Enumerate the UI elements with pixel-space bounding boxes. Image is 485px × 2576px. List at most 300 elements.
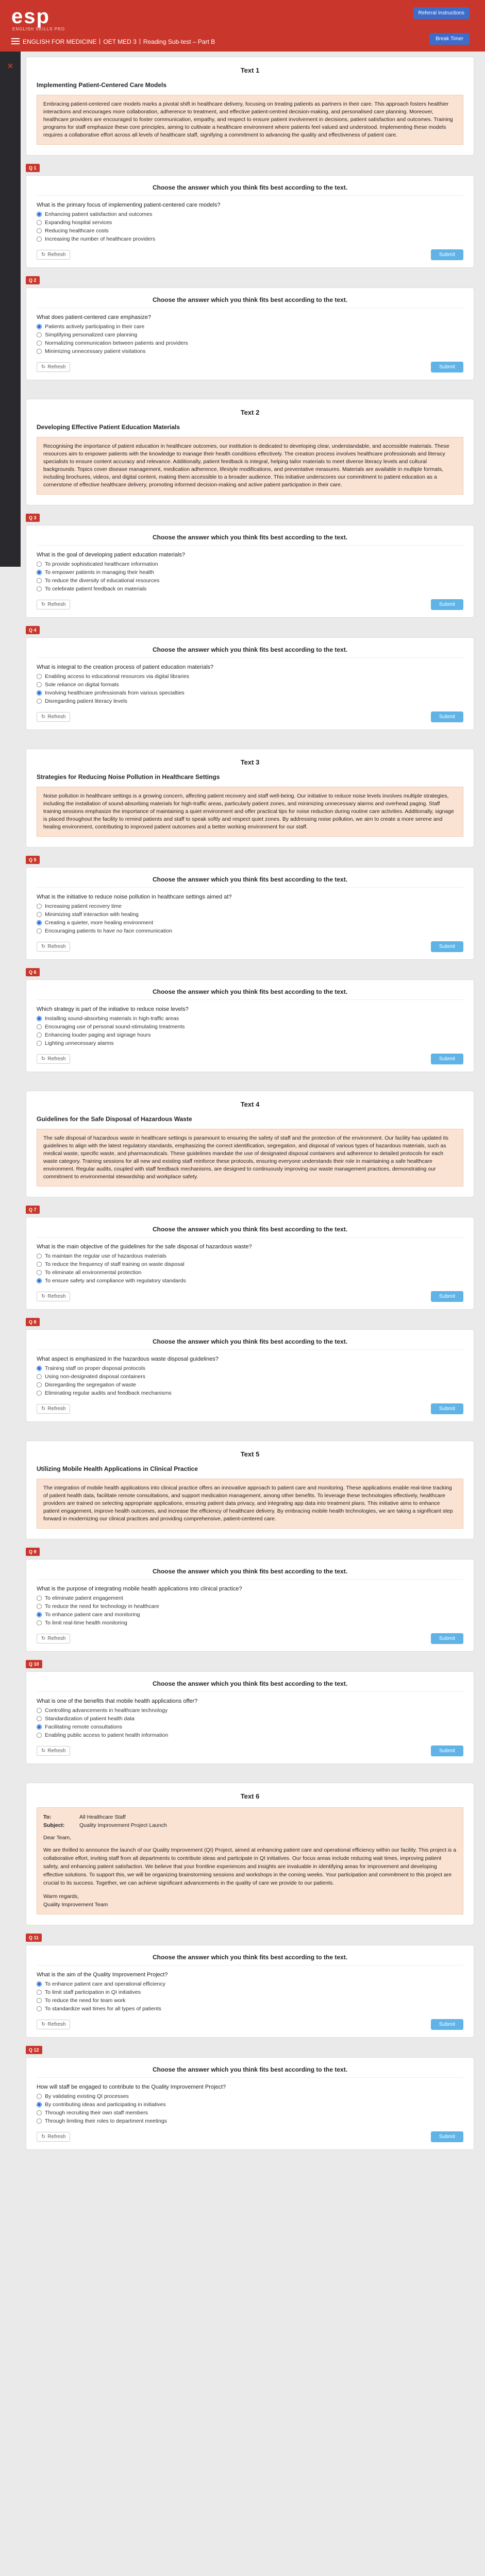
text-block — [26, 1783, 474, 2150]
refresh-icon: ↻ — [41, 1294, 46, 1299]
text-title: Text 1 — [240, 66, 260, 74]
answer-option-label: To enhance patient care and operational efficiency — [45, 1981, 165, 1987]
answer-option[interactable] — [37, 673, 463, 680]
text-title: Text 2 — [240, 409, 260, 416]
radio-button[interactable] — [37, 1733, 42, 1738]
email-to-label: To: — [43, 1814, 52, 1820]
logo[interactable]: esp — [11, 5, 50, 28]
answer-option[interactable] — [37, 1040, 463, 1046]
refresh-button[interactable] — [37, 362, 70, 372]
question-instruction: Choose the answer which you think fits best according to the text. — [37, 988, 463, 1000]
answer-option-label: Disregarding patient literacy levels — [45, 698, 127, 704]
refresh-label: Refresh — [47, 944, 66, 950]
answer-option-label: To eliminate patient engagement — [45, 1595, 123, 1601]
email-sender: Quality Improvement Team — [43, 1902, 108, 1908]
submit-button[interactable]: Submit — [431, 1403, 463, 1414]
answer-option[interactable] — [37, 1374, 463, 1380]
question-footer — [37, 711, 463, 722]
answer-option[interactable] — [37, 348, 463, 354]
question-card — [26, 867, 474, 960]
answer-option[interactable] — [37, 920, 463, 926]
answer-option[interactable] — [37, 1032, 463, 1038]
radio-button[interactable] — [37, 920, 42, 925]
refresh-button[interactable] — [37, 1404, 70, 1414]
answer-option-label: Minimizing staff interaction with healing — [45, 911, 139, 918]
radio-button[interactable] — [37, 682, 42, 687]
radio-button[interactable] — [37, 1716, 42, 1721]
refresh-icon: ↻ — [41, 944, 46, 950]
refresh-button[interactable] — [37, 712, 70, 722]
answer-option[interactable] — [37, 1382, 463, 1388]
question-footer — [37, 362, 463, 372]
question-card — [26, 1217, 474, 1310]
question-stem: What does patient-centered care emphasize? — [37, 314, 151, 320]
answer-option-label: Creating a quieter, more healing environment — [45, 920, 154, 926]
answer-option[interactable] — [37, 690, 463, 696]
question-instruction: Choose the answer which you think fits best according to the text. — [37, 1680, 463, 1692]
answer-option[interactable] — [37, 561, 463, 567]
radio-button[interactable] — [37, 1374, 42, 1379]
refresh-icon: ↻ — [41, 2022, 46, 2027]
question-instruction: Choose the answer which you think fits best according to the text. — [37, 876, 463, 888]
answer-option[interactable] — [37, 1620, 463, 1626]
answer-option-label: By validating existing QI processes — [45, 2093, 129, 2099]
refresh-icon: ↻ — [41, 1748, 46, 1754]
text-title: Text 5 — [240, 1450, 260, 1458]
answer-option-label: To maintain the regular use of hazardous materials — [45, 1253, 166, 1259]
answer-option-label: Minimizing unnecessary patient visitations — [45, 348, 146, 354]
side-rail — [0, 52, 21, 567]
question-number: Q 8 — [26, 1318, 40, 1326]
answer-option[interactable] — [37, 228, 463, 234]
radio-button[interactable] — [37, 674, 42, 679]
submit-button[interactable]: Submit — [431, 2131, 463, 2142]
text-card — [26, 1440, 474, 1539]
answer-option[interactable] — [37, 1595, 463, 1601]
question-stem: What is the initiative to reduce noise pollution in healthcare settings aimed at? — [37, 894, 232, 900]
question-card — [26, 979, 474, 1072]
top-bar — [0, 0, 485, 52]
answer-option-label: Expanding hospital services — [45, 219, 112, 226]
text-card — [26, 57, 474, 156]
answer-option-label: Controlling advancements in healthcare technology — [45, 1707, 168, 1714]
question-stem: What is the primary focus of implementing patient-centered care models? — [37, 202, 221, 208]
question-number: Q 4 — [26, 626, 40, 634]
submit-button[interactable]: Submit — [431, 1291, 463, 1302]
answer-option[interactable] — [37, 698, 463, 704]
email-signoff: Warm regards, — [43, 1893, 79, 1900]
answer-option-label: Standardization of patient health data — [45, 1716, 135, 1722]
radio-button[interactable] — [37, 1391, 42, 1396]
question-footer — [37, 599, 463, 610]
refresh-icon: ↻ — [41, 252, 46, 258]
answer-option[interactable] — [37, 1716, 463, 1722]
email-to-value: All Healthcare Staff — [79, 1814, 126, 1820]
refresh-label: Refresh — [47, 1056, 66, 1062]
submit-button[interactable]: Submit — [431, 1633, 463, 1644]
answer-option-label: To ensure safety and compliance with regulatory standards — [45, 1278, 186, 1284]
question-card — [26, 1671, 474, 1764]
radio-button[interactable] — [37, 2119, 42, 2124]
menu-icon[interactable] — [11, 38, 20, 44]
answer-option[interactable] — [37, 2093, 463, 2099]
question-card — [26, 175, 474, 268]
refresh-icon: ↻ — [41, 1056, 46, 1062]
question-instruction: Choose the answer which you think fits best according to the text. — [37, 1226, 463, 1238]
radio-button[interactable] — [37, 341, 42, 346]
refresh-button[interactable] — [37, 1054, 70, 1064]
answer-option-label: To limit staff participation in QI initiatives — [45, 1989, 141, 1995]
logo-tagline: ENGLISH SKILLS PRO — [12, 27, 65, 31]
answer-option-label: To provide sophisticated healthcare information — [45, 561, 158, 567]
refresh-icon: ↻ — [41, 2134, 46, 2140]
refresh-button[interactable] — [37, 250, 70, 260]
refresh-button[interactable] — [37, 1634, 70, 1643]
radio-button[interactable] — [37, 1708, 42, 1713]
answer-option[interactable] — [37, 569, 463, 575]
question-number: Q 7 — [26, 1206, 40, 1214]
radio-button[interactable] — [37, 904, 42, 909]
radio-button[interactable] — [37, 2006, 42, 2011]
answer-option-label: Involving healthcare professionals from various specialties — [45, 690, 185, 696]
question-stem: What aspect is emphasized in the hazardous waste disposal guidelines? — [37, 1356, 219, 1362]
close-icon[interactable]: ✕ — [7, 62, 13, 70]
radio-button[interactable] — [37, 562, 42, 567]
radio-button[interactable] — [37, 1612, 42, 1617]
email-passage — [37, 1807, 463, 1914]
question-instruction: Choose the answer which you think fits best according to the text. — [37, 2066, 463, 2078]
answer-option-label: To empower patients in managing their health — [45, 569, 154, 575]
refresh-label: Refresh — [47, 1748, 66, 1754]
refresh-label: Refresh — [47, 2022, 66, 2027]
answer-option[interactable] — [37, 236, 463, 242]
answer-option[interactable] — [37, 1603, 463, 1609]
question-card — [26, 637, 474, 730]
radio-button[interactable] — [37, 1366, 42, 1371]
question-card — [26, 1329, 474, 1422]
question-footer — [37, 1633, 463, 1644]
radio-button[interactable] — [37, 1990, 42, 1995]
radio-button[interactable] — [37, 1596, 42, 1601]
question-footer — [37, 1403, 463, 1414]
answer-option-label: Reducing healthcare costs — [45, 228, 109, 234]
answer-option[interactable] — [37, 2006, 463, 2012]
question-card — [26, 287, 474, 380]
answer-option-label: Encouraging patients to have no face communication — [45, 928, 172, 934]
submit-button[interactable]: Submit — [431, 941, 463, 952]
answer-option[interactable] — [37, 1269, 463, 1276]
text-topic: Utilizing Mobile Health Applications in Clinical Practice — [37, 1465, 198, 1472]
text-topic: Developing Effective Patient Education Materials — [37, 423, 180, 431]
breadcrumb — [23, 38, 215, 45]
question-stem: Which strategy is part of the initiative to reduce noise levels? — [37, 1006, 189, 1012]
refresh-button[interactable] — [37, 2020, 70, 2029]
radio-button[interactable] — [37, 332, 42, 337]
answer-option-label: Lighting unnecessary alarms — [45, 1040, 114, 1046]
answer-option-label: Installing sound-absorbing materials in high-traffic areas — [45, 1015, 179, 1022]
refresh-label: Refresh — [47, 364, 66, 370]
text-card — [26, 749, 474, 848]
break-timer-button[interactable]: Break Timer — [429, 33, 470, 45]
radio-button[interactable] — [37, 1024, 42, 1029]
email-body: We are thrilled to announce the launch of our Quality Improvement (QI) Project, aimed at enhancing patient care and operational efficiency within our facility. This project is a collaborative effort, inviting staff from all departments to contribute ideas and participate in QI initiatives. Our focus areas include reducing wait times, improving patient safety, and enhancing patient satisfaction. We believe that your frontline experiences and insights are invaluable in identifying areas for improvement and developing effective solutions. To support this, we will be organizing brainstorming sessions and workshops in the coming weeks. Your participation and commitment to this project are crucial to its success. Together, we can achieve significant advancements in the quality of care we provide to our patients. — [43, 1847, 457, 1886]
refresh-icon: ↻ — [41, 1406, 46, 1412]
email-subject — [43, 1821, 457, 1829]
refresh-button[interactable] — [37, 1746, 70, 1756]
answer-option-label: Enhancing patient satisfaction and outcomes — [45, 211, 153, 217]
answer-option[interactable] — [37, 911, 463, 918]
text-topic: Implementing Patient-Centered Care Models — [37, 81, 167, 89]
breadcrumb-test[interactable]: OET MED 3 — [103, 38, 137, 45]
answer-option[interactable] — [37, 332, 463, 338]
radio-button[interactable] — [37, 212, 42, 217]
radio-button[interactable] — [37, 1981, 42, 1987]
refresh-label: Refresh — [47, 1406, 66, 1412]
refresh-button[interactable] — [37, 1292, 70, 1301]
text-passage: Noise pollution in healthcare settings is a growing concern, affecting patient recovery and staff well-being. Our initiative to reduce noise levels involves multiple strategies, including the installation of sound-absorbing materials for high-traffic areas, particularly patient zones, and minimizing unnecessary alarms and overhead paging. Staff training sessions emphasize the importance of maintaining a quiet environment and offer practical tips for noise reduction during routine care activities. Additionally, signage is placed throughout the facility to remind patients and staff to speak softly and respect quiet zones. By addressing noise pollution, we aim to create a more serene and healing environment, contributing to improved patient outcomes and a better working environment for our staff. — [37, 787, 463, 837]
radio-button[interactable] — [37, 1253, 42, 1259]
question-number: Q 12 — [26, 2046, 42, 2054]
text-block — [26, 57, 474, 380]
answer-option[interactable] — [37, 1015, 463, 1022]
refresh-button[interactable] — [37, 2132, 70, 2142]
radio-button[interactable] — [37, 2110, 42, 2115]
question-instruction: Choose the answer which you think fits best according to the text. — [37, 1338, 463, 1350]
answer-option[interactable] — [37, 1707, 463, 1714]
answer-option-label: Using non-designated disposal containers — [45, 1374, 145, 1380]
answer-option[interactable] — [37, 903, 463, 909]
submit-button[interactable]: Submit — [431, 1745, 463, 1756]
text-card — [26, 1091, 474, 1197]
question-footer — [37, 941, 463, 952]
radio-button[interactable] — [37, 570, 42, 575]
answer-option[interactable] — [37, 1732, 463, 1738]
answer-option-label: Increasing the number of healthcare providers — [45, 236, 156, 242]
radio-button[interactable] — [37, 1620, 42, 1625]
radio-button[interactable] — [37, 1032, 42, 1038]
question-instruction: Choose the answer which you think fits best according to the text. — [37, 1568, 463, 1580]
question-stem: How will staff be engaged to contribute to the Quality Improvement Project? — [37, 2084, 226, 2090]
breadcrumb-course[interactable]: ENGLISH FOR MEDICINE — [23, 38, 97, 45]
question-stem: What is the aim of the Quality Improvement Project? — [37, 1972, 168, 1978]
question-stem: What is integral to the creation process of patient education materials? — [37, 664, 214, 670]
answer-option[interactable] — [37, 1612, 463, 1618]
refresh-icon: ↻ — [41, 714, 46, 720]
radio-button[interactable] — [37, 586, 42, 591]
radio-button[interactable] — [37, 228, 42, 233]
submit-button[interactable]: Submit — [431, 599, 463, 610]
question-stem: What is the goal of developing patient education materials? — [37, 552, 186, 558]
radio-button[interactable] — [37, 1382, 42, 1387]
answer-option-label: To limit real-time health monitoring — [45, 1620, 127, 1626]
text-topic: Guidelines for the Safe Disposal of Hazardous Waste — [37, 1115, 192, 1123]
radio-button[interactable] — [37, 1016, 42, 1021]
answer-option[interactable] — [37, 1989, 463, 1995]
question-stem: What is the purpose of integrating mobile health applications into clinical practice? — [37, 1586, 242, 1592]
question-number: Q 5 — [26, 856, 40, 864]
answer-option[interactable] — [37, 1365, 463, 1371]
answer-option[interactable] — [37, 1278, 463, 1284]
referral-instructions-button[interactable]: Referral Instructions — [413, 7, 470, 19]
answer-option-label: To reduce the diversity of educational resources — [45, 578, 160, 584]
text-passage: Embracing patient-centered care models marks a pivotal shift in healthcare delivery, focusing on treating patients as partners in their care. This approach fosters healthier interactions and encourages more collaboration, adherence to treatment, and effective patient-centred decision-making, and personalised care planning. Moreover, healthcare providers are encouraged to foster communication, empathy, and respect to ensure patient involvement in decisions, patient satisfaction and outcomes. Training programs for staff emphasize these core principles, aiming to cultivate a healthcare environment where patients feel valued and understood. Implementing these models requires a collaborative effort across all levels of healthcare staff, signifying a commitment to advancing the quality and effectiveness of patient care. — [37, 95, 463, 145]
radio-button[interactable] — [37, 1041, 42, 1046]
question-footer — [37, 1745, 463, 1756]
radio-button[interactable] — [37, 690, 42, 696]
answer-option[interactable] — [37, 324, 463, 330]
radio-button[interactable] — [37, 1604, 42, 1609]
answer-option[interactable] — [37, 586, 463, 592]
answer-option[interactable] — [37, 928, 463, 934]
radio-button[interactable] — [37, 699, 42, 704]
answer-option[interactable] — [37, 1981, 463, 1987]
answer-option-label: Training staff on proper disposal protocols — [45, 1365, 145, 1371]
question-number: Q 9 — [26, 1548, 40, 1556]
text-passage: The safe disposal of hazardous waste in healthcare settings is paramount to ensuring the safety of staff and the protection of the environment. Our facility has updated its guidelines to align with the latest regulatory standards, emphasizing the correct identification, segregation, and disposal of various types of hazardous materials, such as medical waste, specific waste, and pharmaceuticals. These guidelines mandate the use of designated disposal containers and adherence to detailed protocols for each waste category. Training sessions for all new and existing staff reinforce these protocols, ensuring everyone understands their role in maintaining a safe healthcare environment. Regular audits, coupled with staff feedback mechanisms, are designed to continuously improving our waste management practices, demonstrating our commitment to environmental stewardship and workplace safety. — [37, 1129, 463, 1187]
radio-button[interactable] — [37, 2094, 42, 2099]
answer-option[interactable] — [37, 1997, 463, 2004]
answer-option-label: Enabling public access to patient health information — [45, 1732, 169, 1738]
text-topic: Strategies for Reducing Noise Pollution in Healthcare Settings — [37, 773, 220, 781]
answer-option-label: Eliminating regular audits and feedback mechanisms — [45, 1390, 172, 1396]
radio-button[interactable] — [37, 2102, 42, 2107]
email-subject-label: Subject: — [43, 1822, 65, 1828]
refresh-button[interactable] — [37, 942, 70, 952]
question-number: Q 10 — [26, 1660, 42, 1668]
question-stem: What is the main objective of the guidelines for the safe disposal of hazardous waste? — [37, 1244, 252, 1250]
answer-option-label: Through limiting their roles to department meetings — [45, 2118, 167, 2124]
answer-option-label: Simplifying personalized care planning — [45, 332, 138, 338]
answer-option-label: Facilitating remote consultations — [45, 1724, 122, 1730]
question-footer — [37, 1291, 463, 1302]
answer-option-label: Encouraging use of personal sound-stimulating treatments — [45, 1024, 185, 1030]
text-card — [26, 399, 474, 505]
radio-button[interactable] — [37, 349, 42, 354]
question-footer — [37, 2019, 463, 2030]
question-card — [26, 2057, 474, 2150]
refresh-icon: ↻ — [41, 1636, 46, 1641]
answer-option-label: To celebrate patient feedback on materials — [45, 586, 147, 592]
text-title: Text 4 — [240, 1100, 260, 1108]
answer-option-label: Through recruiting their own staff members — [45, 2110, 148, 2116]
radio-button[interactable] — [37, 1270, 42, 1275]
answer-option[interactable] — [37, 1261, 463, 1267]
answer-option[interactable] — [37, 340, 463, 346]
question-instruction: Choose the answer which you think fits best according to the text. — [37, 1954, 463, 1965]
text-card — [26, 1783, 474, 1925]
question-number: Q 11 — [26, 1934, 42, 1942]
text-block — [26, 749, 474, 1072]
question-number: Q 3 — [26, 514, 40, 522]
submit-button[interactable]: Submit — [431, 249, 463, 260]
text-title: Text 3 — [240, 758, 260, 766]
answer-option-label: By contributing ideas and participating in initiatives — [45, 2102, 166, 2108]
submit-button[interactable]: Submit — [431, 2019, 463, 2030]
answer-option[interactable] — [37, 1390, 463, 1396]
radio-button[interactable] — [37, 220, 42, 225]
answer-option[interactable] — [37, 682, 463, 688]
text-passage: The integration of mobile health applications into clinical practice offers an innovative approach to patient care and monitoring. These applications enable real-time tracking of patient health data, facilitate remote consultations, and support medication management, among other benefits. To leverage these technologies effectively, healthcare providers are trained on selecting appropriate applications, ensuring patient data privacy, and integrating app data into treatment plans. This initiative aims to enhance patient engagement, improve health outcomes, and increase the efficiency of healthcare delivery. By embracing mobile health technologies, we are taking a significant step forward in modernizing our clinical practices and providing comprehensive, patient-centered care. — [37, 1479, 463, 1529]
answer-option-label: Enhancing louder paging and signage hours — [45, 1032, 151, 1038]
answer-option[interactable] — [37, 219, 463, 226]
reading-content — [26, 57, 474, 2168]
answer-option-label: Normalizing communication between patients and providers — [45, 340, 188, 346]
radio-button[interactable] — [37, 912, 42, 917]
refresh-icon: ↻ — [41, 364, 46, 370]
email-subject-value: Quality Improvement Project Launch — [79, 1822, 167, 1828]
question-instruction: Choose the answer which you think fits best according to the text. — [37, 296, 463, 308]
question-stem: What is one of the benefits that mobile health applications offer? — [37, 1698, 198, 1704]
answer-option[interactable] — [37, 1724, 463, 1730]
answer-option-label: Enabling access to educational resources via digital libraries — [45, 673, 190, 680]
question-instruction: Choose the answer which you think fits best according to the text. — [37, 184, 463, 196]
text-block — [26, 1091, 474, 1422]
refresh-label: Refresh — [47, 1294, 66, 1299]
answer-option[interactable] — [37, 2102, 463, 2108]
submit-button[interactable]: Submit — [431, 362, 463, 372]
answer-option-label: Disregarding the segregation of waste — [45, 1382, 136, 1388]
question-card — [26, 1945, 474, 2038]
question-instruction: Choose the answer which you think fits best according to the text. — [37, 534, 463, 546]
answer-option[interactable] — [37, 1024, 463, 1030]
text-block — [26, 399, 474, 730]
radio-button[interactable] — [37, 578, 42, 583]
email-to — [43, 1813, 457, 1821]
answer-option-label: Increasing patient recovery time — [45, 903, 122, 909]
radio-button[interactable] — [37, 236, 42, 242]
answer-option-label: To enhance patient care and monitoring — [45, 1612, 140, 1618]
radio-button[interactable] — [37, 324, 42, 329]
radio-button[interactable] — [37, 928, 42, 934]
answer-option[interactable] — [37, 2118, 463, 2124]
refresh-label: Refresh — [47, 1636, 66, 1641]
radio-button[interactable] — [37, 1724, 42, 1730]
answer-option-label: To eliminate all environmental protection — [45, 1269, 142, 1276]
refresh-label: Refresh — [47, 2134, 66, 2140]
question-number: Q 6 — [26, 968, 40, 976]
question-number: Q 1 — [26, 164, 40, 172]
radio-button[interactable] — [37, 1278, 42, 1283]
answer-option-label: To reduce the need for technology in healthcare — [45, 1603, 159, 1609]
question-footer — [37, 249, 463, 260]
answer-option-label: To standardize wait times for all types of patients — [45, 2006, 161, 2012]
answer-option-label: To reduce the frequency of staff training on waste disposal — [45, 1261, 185, 1267]
question-card — [26, 525, 474, 618]
email-greeting: Dear Team, — [43, 1835, 72, 1841]
answer-option[interactable] — [37, 578, 463, 584]
radio-button[interactable] — [37, 1998, 42, 2003]
answer-option-label: Patients actively participating in their care — [45, 324, 145, 330]
answer-option-label: To reduce the need for team work — [45, 1997, 126, 2004]
answer-option[interactable] — [37, 1253, 463, 1259]
refresh-button[interactable] — [37, 600, 70, 609]
breadcrumb-section: Reading Sub-test – Part B — [143, 38, 215, 45]
question-card — [26, 1559, 474, 1652]
submit-button[interactable]: Submit — [431, 711, 463, 722]
refresh-label: Refresh — [47, 602, 66, 607]
question-footer — [37, 2131, 463, 2142]
answer-option[interactable] — [37, 211, 463, 217]
refresh-icon: ↻ — [41, 602, 46, 607]
question-number: Q 2 — [26, 276, 40, 284]
refresh-label: Refresh — [47, 252, 66, 258]
submit-button[interactable]: Submit — [431, 1054, 463, 1064]
radio-button[interactable] — [37, 1262, 42, 1267]
text-title: Text 6 — [240, 1792, 260, 1800]
answer-option[interactable] — [37, 2110, 463, 2116]
refresh-label: Refresh — [47, 714, 66, 720]
text-block — [26, 1440, 474, 1764]
